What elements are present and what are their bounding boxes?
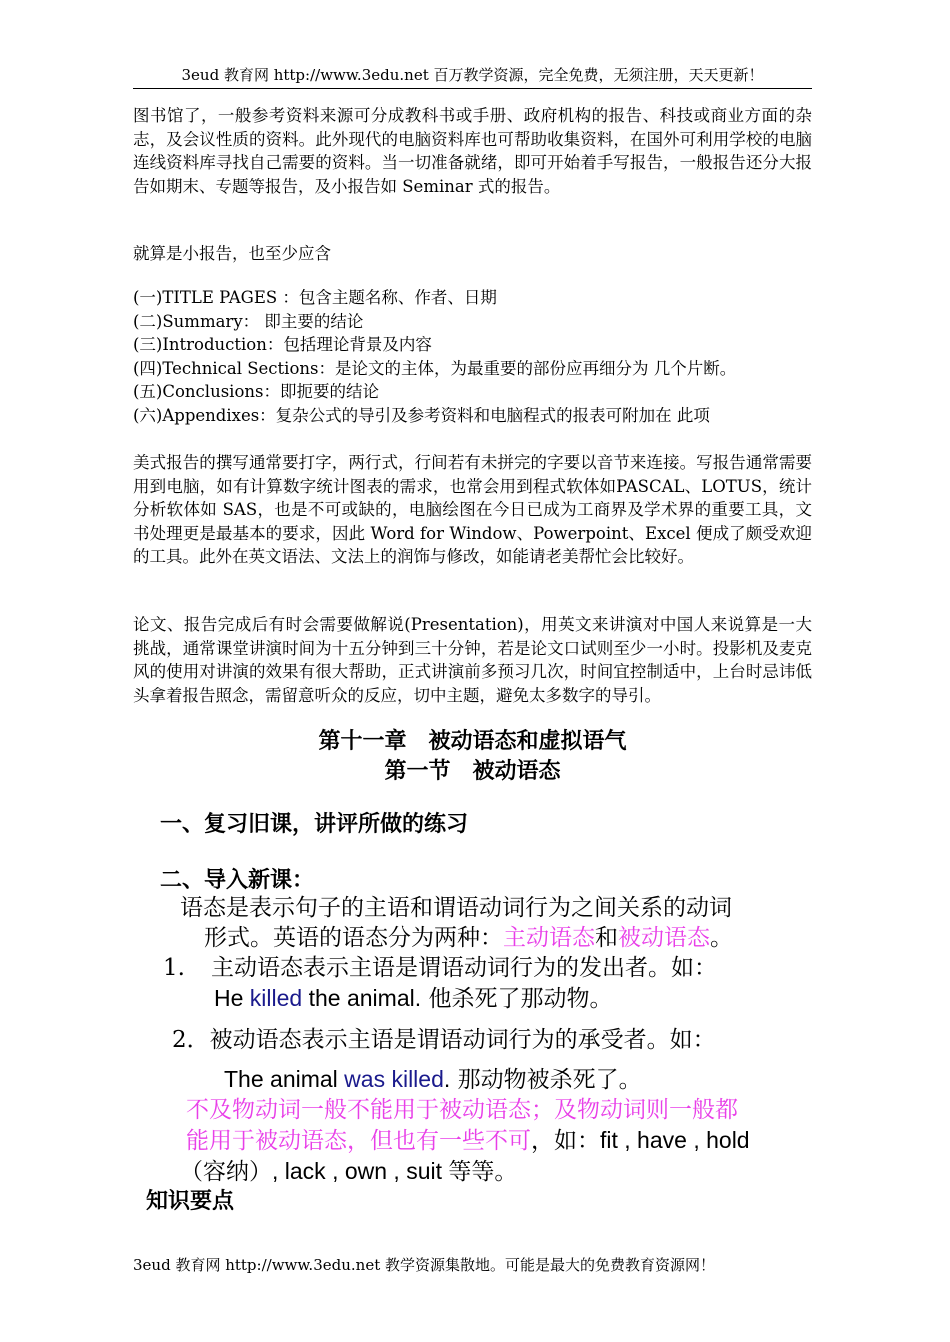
- note-line-3: （容纳）, lack , own , suit 等等。: [180, 1158, 518, 1185]
- verb-was-killed: was killed: [344, 1066, 444, 1092]
- item-number: 1.: [163, 955, 185, 981]
- note-line-2: 能用于被动语态，但也有一些不可，如：fit , have , hold: [186, 1127, 750, 1154]
- presentation-paragraph: 论文、报告完成后有时会需要做解说(Presentation)，用英文来讲演对中国人来说算是一大挑战，通常课堂讲演时间为十五分钟到三十分钟，若是论文口试则至少一小时。投影机及麦克风的使用对讲演的效果有很大帮助，正式讲演前多预习几次，时间宜控制适中，上台时忌讳低头拿着报告照念，需留意听众的反应，切中主题，避免太多数字的导引。: [133, 615, 812, 705]
- note-line-1: 不及物动词一般不能用于被动语态；及物动词则一般都: [186, 1097, 738, 1123]
- report-writing-paragraph: 美式报告的撰写通常要打字，两行式，行间若有未拼完的字要以音节来连接。写报告通常需要用到电脑，如有计算数字统计图表的需求，也常会用到程式软体如PASCAL、LOTUS，统计分析软体如 SAS，也是不可或缺的，电脑绘图在今日已成为工商界及学术界的重要工具，文书处理更是最基本的要求，因此 Word for Window、Powerpoint、Excel 便成了颇受欢迎的工具。此外在英文语法、文法上的润饰与修改，如能请老美帮忙会比较好。: [133, 453, 812, 566]
- page-header: 3eud 教育网 http://www.3edu.net 百万教学资源，完全免费，无须注册，天天更新！: [133, 64, 812, 89]
- heading-review: 一、复习旧课，讲评所做的练习: [160, 811, 469, 837]
- term-passive-voice: 被动语态: [618, 925, 710, 951]
- example-2: The animal was killed. 那动物被杀死了。: [224, 1066, 642, 1093]
- section-title: 第一节 被动语态: [384, 758, 561, 784]
- intro-paragraph: 图书馆了，一般参考资料来源可分成教科书或手册、政府机构的报告、科技或商业方面的杂志，及会议性质的资料。此外现代的电脑资料库也可帮助收集资料，在国外可利用学校的电脑连线资料库寻找自己需要的资料。当一切准备就绪，即可开始着手写报告，一般报告还分大报告如期末、专题等报告，及小报告如 Seminar 式的报告。: [133, 106, 812, 196]
- lesson-line-2: 形式。英语的语态分为两种：主动语态和被动语态。: [204, 925, 733, 951]
- list-item: (六)Appendixes：复杂公式的导引及参考资料和电脑程式的报表可附加在 此项: [133, 405, 710, 425]
- verb-killed: killed: [249, 985, 303, 1011]
- lesson-item-2: 2．被动语态表示主语是谓语动词行为的承受者。如：: [172, 1027, 716, 1053]
- list-item: (三)Introduction：包括理论背景及内容: [133, 335, 432, 354]
- heading-new-lesson: 二、导入新课：: [160, 867, 315, 893]
- term-active-voice: 主动语态: [503, 925, 595, 951]
- list-item: (五)Conclusions：即扼要的结论: [133, 382, 379, 401]
- intro-lead: 就算是小报告，也至少应含: [133, 244, 331, 263]
- report-sections-list: [133, 286, 833, 427]
- list-item: (二)Summary： 即主要的结论: [133, 311, 364, 331]
- list-item: (一)TITLE PAGES ：包含主题名称、作者、日期: [133, 288, 497, 307]
- key-points-heading: 知识要点: [146, 1188, 235, 1214]
- example-1: He killed the animal. 他杀死了那动物。: [214, 985, 613, 1012]
- chapter-title: 第十一章 被动语态和虚拟语气: [318, 728, 627, 754]
- lesson-line-1: 语态是表示句子的主语和谓语动词行为之间关系的动词: [180, 895, 732, 921]
- page-footer: 3eud 教育网 http://www.3edu.net 教学资源集散地。可能是最大的免费教育资源网！: [133, 1256, 715, 1274]
- list-item: (四)Technical Sections：是论文的主体，为最重要的部份应再细分为 几个片断。: [133, 358, 737, 378]
- lesson-item-1: 1. 主动语态表示主语是谓语动词行为的发出者。如：: [163, 953, 717, 984]
